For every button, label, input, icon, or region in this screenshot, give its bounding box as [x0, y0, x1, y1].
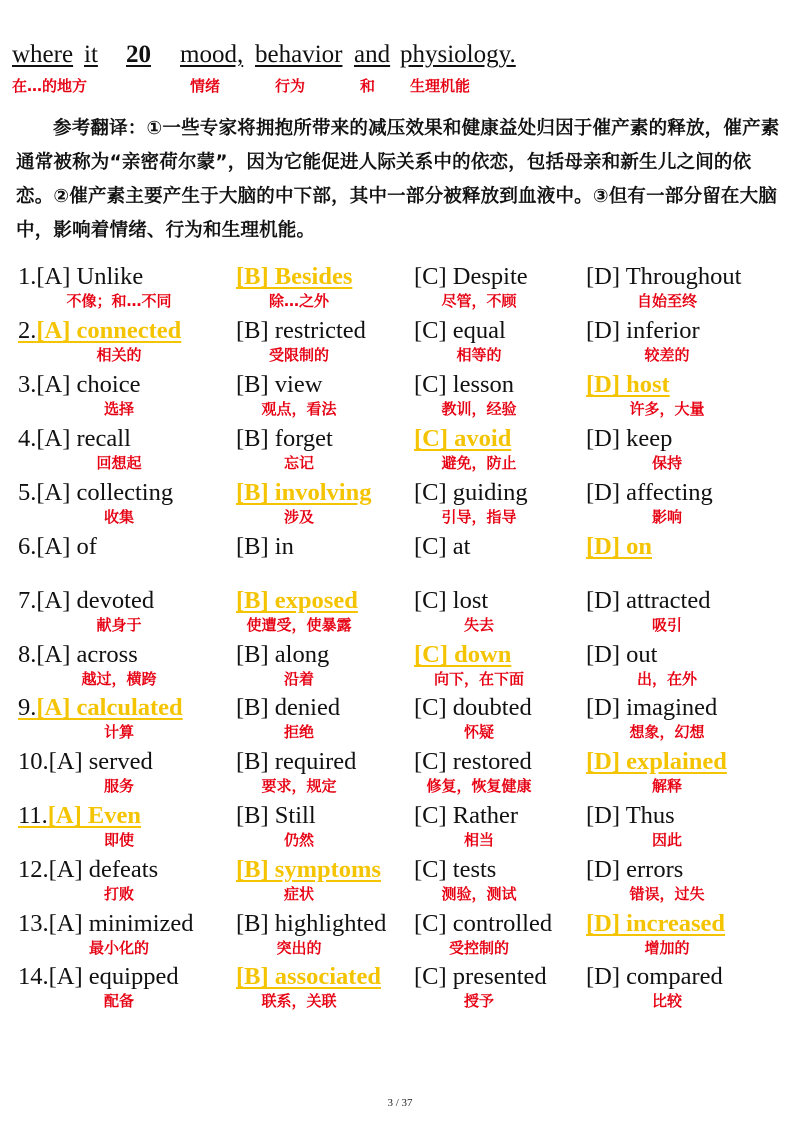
- header-word-behavior: behavior: [255, 41, 343, 68]
- option-gloss: 忘记: [283, 454, 314, 472]
- option-gloss: 配备: [103, 992, 134, 1010]
- option-label: [A] equipped: [48, 963, 179, 990]
- option-label: [D] Thus: [586, 802, 675, 829]
- option-gloss: 避免，防止: [441, 454, 517, 472]
- option-d-correct: [586, 532, 652, 562]
- option-label: [D] increased: [586, 910, 726, 937]
- option-c: [414, 801, 518, 831]
- option-d-correct: [586, 370, 670, 400]
- option-c-correct: [414, 424, 511, 454]
- option-b: [236, 801, 316, 831]
- question-number: 3.: [18, 371, 37, 398]
- option-label: [A] devoted: [36, 587, 155, 614]
- option-gloss: 联系，关联: [261, 992, 337, 1010]
- option-gloss: 仍然: [283, 831, 314, 849]
- option-label: [A] of: [36, 533, 97, 560]
- option-gloss: 错误，过失: [629, 885, 705, 903]
- option-label: [B] along: [236, 641, 330, 668]
- option-label: [B] Still: [236, 802, 316, 829]
- option-a-correct: [18, 316, 181, 346]
- option-gloss: 突出的: [276, 939, 322, 957]
- option-a: [18, 640, 138, 670]
- option-gloss: 向下，在下面: [433, 670, 524, 688]
- question-number: 5.: [18, 479, 37, 506]
- option-label: [D] Throughout: [586, 263, 742, 290]
- option-label: [D] explained: [586, 748, 727, 775]
- option-gloss: 打败: [103, 885, 134, 903]
- option-label: [B] highlighted: [236, 910, 387, 937]
- option-label: [B] view: [236, 371, 323, 398]
- option-gloss: 沿着: [283, 670, 314, 688]
- header-blank-number: 20: [126, 41, 151, 68]
- option-d: [586, 962, 723, 992]
- option-label: [A] collecting: [36, 479, 174, 506]
- question-number: 8.: [18, 641, 37, 668]
- option-label: [A] defeats: [48, 856, 159, 883]
- option-gloss: 教训，经验: [441, 400, 517, 418]
- option-b: [236, 693, 340, 723]
- option-gloss: 影响: [651, 508, 682, 526]
- option-gloss: 献身于: [96, 616, 142, 634]
- option-gloss: 涉及: [283, 508, 314, 526]
- option-b: [236, 640, 329, 670]
- option-c-correct: [414, 640, 511, 670]
- option-gloss: 许多，大量: [629, 400, 705, 418]
- option-gloss: 使遭受，使暴露: [246, 616, 352, 634]
- option-gloss: 增加的: [644, 939, 690, 957]
- header-word-where: where: [12, 41, 74, 68]
- option-label: [C] tests: [414, 856, 497, 883]
- question-row: [0, 586, 800, 640]
- option-c: [414, 693, 532, 723]
- option-d-correct: [586, 909, 725, 939]
- option-gloss: 保持: [651, 454, 682, 472]
- option-gloss: 修复，恢复健康: [426, 777, 532, 795]
- question-row: [0, 693, 800, 747]
- option-a: [18, 586, 154, 616]
- option-label: [D] on: [586, 533, 653, 560]
- question-row: [0, 909, 800, 963]
- option-label: [D] inferior: [586, 317, 700, 344]
- option-label: [D] host: [586, 371, 670, 398]
- option-d: [586, 693, 717, 723]
- option-label: [C] equal: [414, 317, 506, 344]
- option-gloss: 受控制的: [448, 939, 509, 957]
- option-label: [B] associated: [236, 963, 381, 990]
- option-label: [C] Rather: [414, 802, 519, 829]
- option-c: [414, 370, 514, 400]
- option-gloss: 尽管，不顾: [441, 292, 517, 310]
- option-d: [586, 855, 683, 885]
- question-number: 9.: [18, 694, 37, 721]
- option-label: [C] restored: [414, 748, 532, 775]
- option-label: [D] errors: [586, 856, 684, 883]
- option-label: [C] controlled: [414, 910, 553, 937]
- option-label: [D] attracted: [586, 587, 711, 614]
- option-label: [A] minimized: [48, 910, 194, 937]
- option-c: [414, 262, 528, 292]
- option-b: [236, 909, 386, 939]
- header-word-it: it: [84, 41, 98, 68]
- option-label: [A] across: [36, 641, 138, 668]
- question-number: 4.: [18, 425, 37, 452]
- option-label: [A] calculated: [36, 694, 183, 721]
- option-b-correct: [236, 478, 371, 508]
- option-gloss: 计算: [103, 723, 134, 741]
- option-gloss: 除…之外: [268, 292, 329, 310]
- option-label: [D] out: [586, 641, 658, 668]
- header-word-mood: mood,: [180, 41, 244, 68]
- question-row: [0, 855, 800, 909]
- option-gloss: 要求，规定: [261, 777, 337, 795]
- option-a: [18, 478, 173, 508]
- option-gloss: 相等的: [456, 346, 502, 364]
- question-number: 2.: [18, 317, 37, 344]
- question-row: [0, 478, 800, 532]
- option-label: [D] compared: [586, 963, 723, 990]
- option-gloss: 不像；和…不同: [66, 292, 172, 310]
- option-gloss: 相关的: [96, 346, 142, 364]
- question-number: 13.: [18, 910, 49, 937]
- option-a: [18, 532, 97, 562]
- header-word-physiology: physiology.: [400, 41, 516, 68]
- header-gloss-mood: 情绪: [190, 77, 221, 95]
- option-gloss: 解释: [651, 777, 682, 795]
- option-label: [C] lost: [414, 587, 489, 614]
- option-d: [586, 424, 672, 454]
- header-gloss-physiology: 生理机能: [410, 77, 471, 95]
- question-number: 11.: [18, 802, 48, 829]
- page-number: 3 / 37: [387, 1097, 413, 1109]
- option-b: [236, 370, 322, 400]
- option-gloss: 想象，幻想: [629, 723, 705, 741]
- option-label: [B] denied: [236, 694, 341, 721]
- option-b: [236, 316, 366, 346]
- option-label: [B] symptoms: [236, 856, 381, 883]
- option-label: [B] required: [236, 748, 357, 775]
- option-b: [236, 532, 294, 562]
- option-gloss: 相当: [463, 831, 494, 849]
- header-gloss-behavior: 行为: [275, 77, 306, 95]
- option-b: [236, 747, 356, 777]
- option-d: [586, 478, 713, 508]
- option-d: [586, 640, 657, 670]
- option-c: [414, 747, 532, 777]
- option-a-correct: [18, 693, 183, 723]
- option-label: [C] at: [414, 533, 471, 560]
- option-a: [18, 424, 131, 454]
- option-label: [C] down: [414, 641, 512, 668]
- option-label: [C] presented: [414, 963, 547, 990]
- option-gloss: 回想起: [96, 454, 142, 472]
- option-b-correct: [236, 586, 358, 616]
- option-label: [A] recall: [36, 425, 131, 452]
- option-gloss: 最小化的: [88, 939, 149, 957]
- question-row: [0, 532, 800, 586]
- option-b-correct: [236, 962, 381, 992]
- header-word-and: and: [354, 41, 391, 68]
- option-d: [586, 316, 700, 346]
- option-label: [C] Despite: [414, 263, 528, 290]
- option-gloss: 测验，测试: [441, 885, 517, 903]
- option-a: [18, 962, 179, 992]
- option-label: [C] lesson: [414, 371, 515, 398]
- option-gloss: 因此: [651, 831, 682, 849]
- option-gloss: 观点，看法: [261, 400, 337, 418]
- option-label: [B] forget: [236, 425, 333, 452]
- option-gloss: 即使: [103, 831, 134, 849]
- option-label: [D] keep: [586, 425, 673, 452]
- option-label: [A] connected: [36, 317, 182, 344]
- option-gloss: 拒绝: [283, 723, 314, 741]
- option-a-correct: [18, 801, 141, 831]
- option-gloss: 怀疑: [463, 723, 494, 741]
- question-number: 14.: [18, 963, 49, 990]
- option-gloss: 受限制的: [268, 346, 329, 364]
- option-a: [18, 262, 143, 292]
- option-label: [B] in: [236, 533, 294, 560]
- option-label: [B] involving: [236, 479, 372, 506]
- option-gloss: 收集: [103, 508, 134, 526]
- option-gloss: 引导，指导: [441, 508, 517, 526]
- option-gloss: 比较: [651, 992, 682, 1010]
- option-gloss: 症状: [283, 885, 314, 903]
- option-label: [C] doubted: [414, 694, 532, 721]
- option-label: [C] guiding: [414, 479, 528, 506]
- option-c: [414, 962, 547, 992]
- option-d-correct: [586, 747, 727, 777]
- option-c: [414, 478, 528, 508]
- option-gloss: 服务: [103, 777, 134, 795]
- option-gloss: 失去: [463, 616, 494, 634]
- option-a: [18, 370, 140, 400]
- option-label: [B] Besides: [236, 263, 353, 290]
- option-gloss: 吸引: [651, 616, 682, 634]
- question-number: 12.: [18, 856, 49, 883]
- question-number: 7.: [18, 587, 37, 614]
- option-gloss: 选择: [103, 400, 134, 418]
- option-b-correct: [236, 262, 352, 292]
- option-label: [B] restricted: [236, 317, 366, 344]
- option-label: [D] imagined: [586, 694, 718, 721]
- option-label: [C] avoid: [414, 425, 512, 452]
- option-label: [A] choice: [36, 371, 141, 398]
- option-label: [D] affecting: [586, 479, 713, 506]
- option-label: [A] Even: [47, 802, 141, 829]
- option-b: [236, 424, 333, 454]
- option-a: [18, 747, 153, 777]
- option-c: [414, 532, 470, 562]
- option-label: [B] exposed: [236, 587, 358, 614]
- option-label: [A] Unlike: [36, 263, 144, 290]
- question-row: [0, 370, 800, 424]
- header-gloss-and: 和: [360, 77, 376, 95]
- question-row: [0, 262, 800, 316]
- option-a: [18, 855, 158, 885]
- option-d: [586, 262, 741, 292]
- option-label: [A] served: [48, 748, 153, 775]
- option-b-correct: [236, 855, 381, 885]
- option-d: [586, 586, 710, 616]
- question-number: 6.: [18, 533, 37, 560]
- question-row: [0, 424, 800, 478]
- question-number: 10.: [18, 748, 49, 775]
- option-c: [414, 316, 506, 346]
- question-row: [0, 962, 800, 1016]
- question-row: [0, 801, 800, 855]
- option-d: [586, 801, 675, 831]
- question-row: [0, 316, 800, 370]
- reference-translation: 参考翻译：①一些专家将拥抱所带来的减压效果和健康益处归因于催产素的释放，催产素通常被称为“亲密荷尔蒙”，因为它能促进人际关系中的依恋，包括母亲和新生儿之间的依恋。②催产素主要产生于大脑的中下部，其中一部分被释放到血液中。③但有一部分留在大脑中，影响着情绪、行为和生理机能。: [16, 118, 780, 241]
- option-gloss: 授予: [463, 992, 494, 1010]
- option-gloss: 越过，横跨: [81, 670, 157, 688]
- option-gloss: 出，在外: [636, 670, 697, 688]
- header-gloss-where: 在…的地方: [12, 77, 88, 95]
- option-gloss: 较差的: [644, 346, 690, 364]
- question-row: [0, 747, 800, 801]
- question-row: [0, 640, 800, 694]
- option-c: [414, 586, 488, 616]
- option-c: [414, 909, 552, 939]
- option-c: [414, 855, 496, 885]
- question-number: 1.: [18, 263, 37, 290]
- option-gloss: 自始至终: [636, 292, 697, 310]
- option-a: [18, 909, 194, 939]
